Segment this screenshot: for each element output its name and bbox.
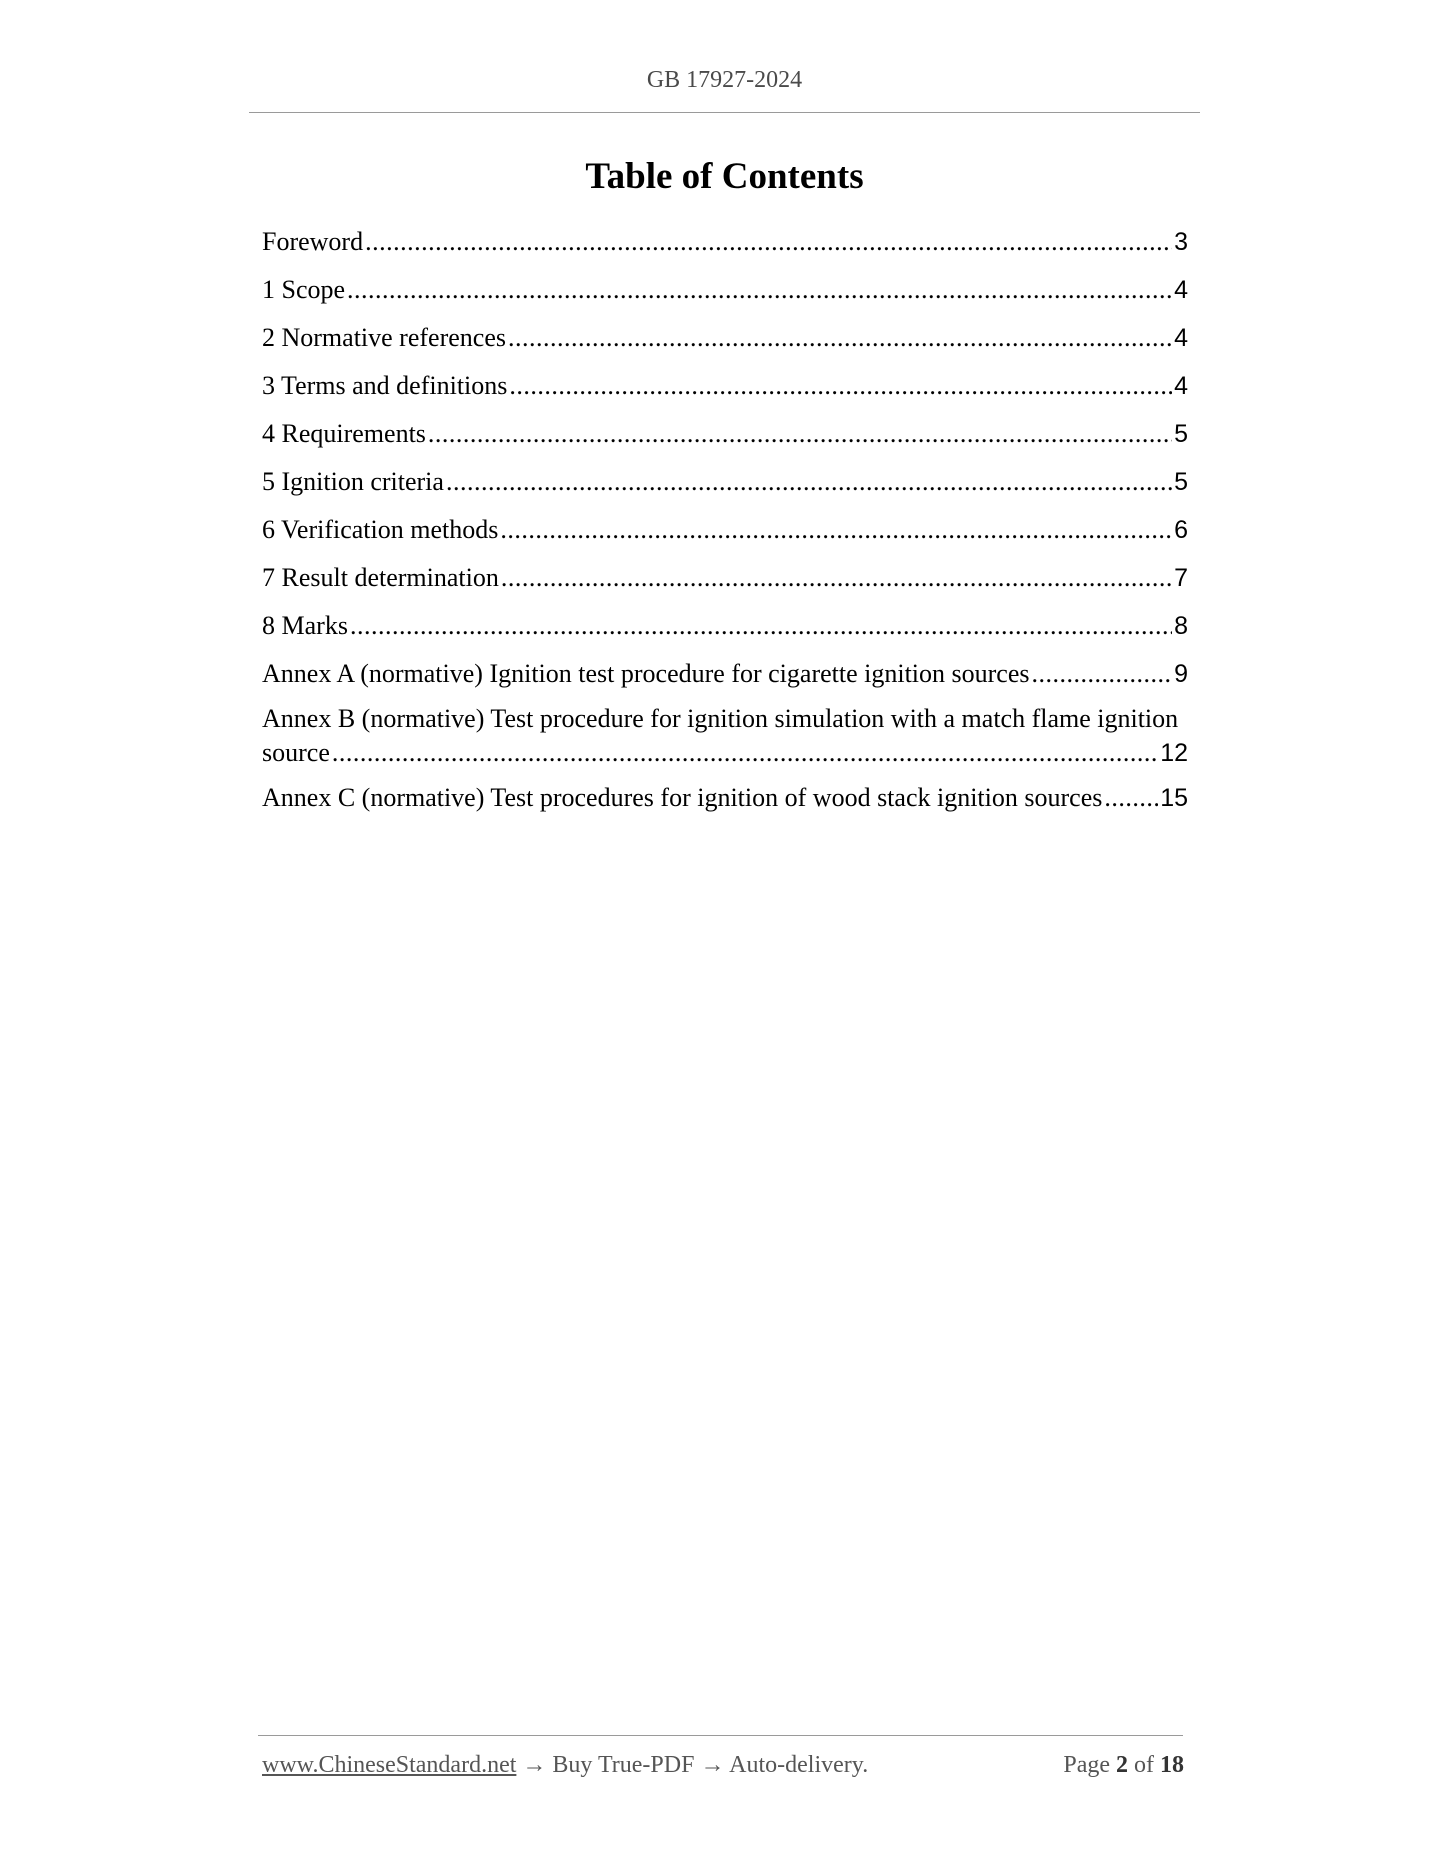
toc-entry-text: 6 Verification methods <box>262 515 499 544</box>
toc-entry-normative-references[interactable] <box>262 318 1188 366</box>
toc-entry-text-continued: source <box>262 738 330 767</box>
document-id: GB 17927-2024 <box>646 67 803 93</box>
of-label: of <box>1134 1752 1154 1778</box>
toc-entry-text: Annex B (normative) Test procedure for ignition simulation with a match flame ignition <box>262 704 1179 733</box>
toc-entry-text: 5 Ignition criteria <box>262 467 444 496</box>
toc-page-number: 5 <box>1174 468 1188 496</box>
toc-page-number: 12 <box>1160 739 1188 767</box>
toc-entry-verification-methods[interactable] <box>262 510 1188 558</box>
website-link[interactable]: www.ChineseStandard.net <box>262 1752 517 1778</box>
auto-delivery-text: Auto-delivery. <box>729 1752 869 1778</box>
toc-entry-text: 8 Marks <box>262 611 348 640</box>
toc-entry-text: 4 Requirements <box>262 419 426 448</box>
toc-page-number: 5 <box>1174 420 1188 448</box>
toc-page-number: 8 <box>1174 612 1188 640</box>
toc-entry-annex-a[interactable] <box>262 654 1188 702</box>
toc-title: Table of Contents <box>585 156 864 197</box>
toc-entry-text: Annex A (normative) Ignition test procedure for cigarette ignition sources <box>262 659 1030 688</box>
page-header <box>249 60 1200 113</box>
dot-leader <box>508 318 1172 358</box>
toc-page-number: 15 <box>1160 784 1188 812</box>
toc-entry-requirements[interactable] <box>262 414 1188 462</box>
dot-leader <box>350 606 1172 646</box>
toc-entry-marks[interactable] <box>262 606 1188 654</box>
toc-page-number: 4 <box>1174 372 1188 400</box>
toc-page-number: 7 <box>1174 564 1188 592</box>
dot-leader <box>1104 778 1158 818</box>
toc-entry-ignition-criteria[interactable] <box>262 462 1188 510</box>
current-page-number: 2 <box>1116 1752 1128 1778</box>
table-of-contents <box>262 222 1188 826</box>
toc-entry-text: 2 Normative references <box>262 323 506 352</box>
toc-entry-terms-definitions[interactable] <box>262 366 1188 414</box>
footer-divider <box>258 1735 1183 1736</box>
toc-entry-annex-c[interactable] <box>262 778 1188 826</box>
toc-entry-text: Annex C (normative) Test procedures for ignition of wood stack ignition sources <box>262 783 1103 812</box>
toc-page-number: 4 <box>1174 276 1188 304</box>
dot-leader <box>509 366 1172 406</box>
dot-leader <box>428 414 1172 454</box>
toc-entry-text: Foreword <box>262 227 364 256</box>
toc-entry-annex-b[interactable] <box>262 702 1188 770</box>
footer-promo <box>262 1752 868 1779</box>
dot-leader <box>501 558 1172 598</box>
toc-entry-result-determination[interactable] <box>262 558 1188 606</box>
dot-leader <box>332 736 1158 770</box>
dot-leader <box>446 462 1172 502</box>
page-footer <box>262 1752 1184 1788</box>
toc-entry-text: 1 Scope <box>262 275 346 304</box>
toc-entry-scope[interactable] <box>262 270 1188 318</box>
arrow-icon: → <box>522 1752 547 1778</box>
toc-entry-text: 7 Result determination <box>262 563 499 592</box>
toc-page-number: 9 <box>1174 660 1188 688</box>
toc-entry-text: 3 Terms and definitions <box>262 371 508 400</box>
toc-page-number: 3 <box>1174 228 1188 256</box>
arrow-icon: → <box>700 1752 725 1778</box>
dot-leader <box>500 510 1172 550</box>
toc-page-number: 4 <box>1174 324 1188 352</box>
dot-leader <box>347 270 1172 310</box>
buy-pdf-text: Buy True-PDF <box>552 1752 695 1778</box>
page-indicator <box>1063 1752 1184 1779</box>
page-label: Page <box>1063 1752 1110 1778</box>
dot-leader <box>365 222 1172 262</box>
total-pages: 18 <box>1160 1752 1184 1778</box>
toc-entry-foreword[interactable] <box>262 222 1188 270</box>
dot-leader <box>1032 654 1173 694</box>
toc-page-number: 6 <box>1174 516 1188 544</box>
